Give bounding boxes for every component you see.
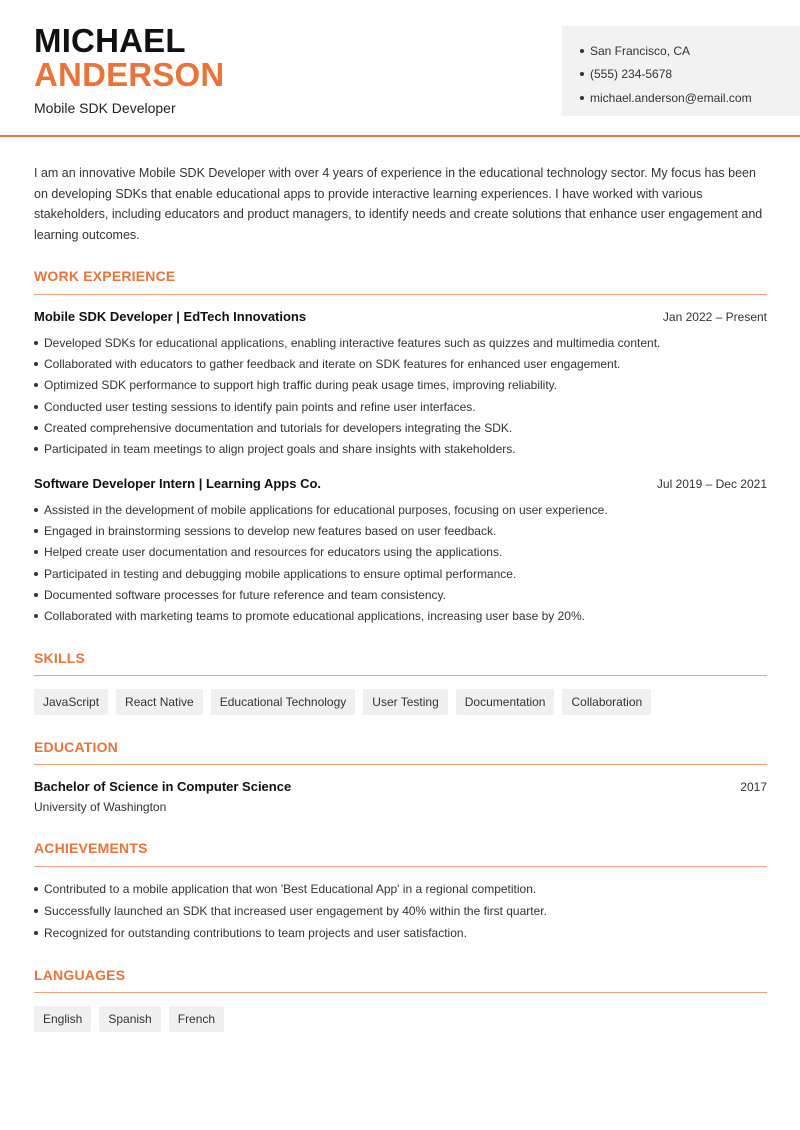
list-item	[34, 605, 767, 626]
bullet-icon	[580, 49, 584, 53]
job-entry-header	[34, 309, 767, 324]
language-chip: Spanish	[99, 1006, 160, 1032]
list-item	[34, 542, 767, 563]
job-bullets	[34, 499, 767, 627]
skill-chip: JavaScript	[34, 689, 108, 715]
list-item	[34, 396, 767, 417]
contact-location	[580, 39, 800, 63]
last-name: ANDERSON	[34, 56, 225, 93]
list-item	[34, 438, 767, 459]
bullet-text: Engaged in brainstorming sessions to develop new features based on user feedback.	[44, 523, 497, 538]
bullet-icon	[34, 508, 38, 512]
bullet-icon	[34, 931, 38, 935]
bullet-icon	[34, 405, 38, 409]
skill-chip: Collaboration	[562, 689, 651, 715]
skills-list	[34, 689, 651, 715]
section-divider	[34, 675, 767, 676]
bullet-text: Contributed to a mobile application that won 'Best Educational App' in a regional competition.	[44, 881, 537, 896]
languages-list	[34, 1006, 224, 1032]
bullet-icon	[34, 447, 38, 451]
graduation-year: 2017	[740, 780, 767, 794]
job-dates: Jul 2019 – Dec 2021	[656, 477, 767, 491]
bullet-icon	[34, 593, 38, 597]
school-name: University of Washington	[34, 800, 167, 814]
bullet-icon	[34, 529, 38, 533]
contact-email-text[interactable]: michael.anderson@email.com	[590, 90, 752, 105]
bullet-icon	[34, 341, 38, 345]
bullet-icon	[34, 550, 38, 554]
section-divider	[34, 992, 767, 993]
job-dates: Jan 2022 – Present	[662, 310, 767, 324]
job-entry-header	[34, 476, 767, 491]
bullet-icon	[34, 909, 38, 913]
bullet-text: Collaborated with marketing teams to promote educational applications, increasing user base by 20%.	[44, 609, 585, 624]
bullet-text: Developed SDKs for educational applications, enabling interactive features such as quizzes and multimedia content.	[44, 335, 661, 350]
bullet-text: Conducted user testing sessions to identify pain points and refine user interfaces.	[44, 399, 476, 414]
achievements-list	[34, 878, 767, 944]
contact-phone-text: (555) 234-5678	[590, 67, 673, 82]
bullet-icon	[580, 72, 584, 76]
contact-email[interactable]	[580, 86, 800, 110]
language-chip: French	[169, 1006, 224, 1032]
list-item	[34, 332, 767, 353]
list-item	[34, 922, 767, 945]
contact-location-text: San Francisco, CA	[590, 43, 691, 58]
job-title: Mobile SDK Developer	[34, 100, 176, 116]
bullet-text: Created comprehensive documentation and tutorials for developers integrating the SDK.	[44, 420, 513, 435]
list-item	[34, 353, 767, 374]
skill-chip: Educational Technology	[211, 689, 356, 715]
skill-chip: Documentation	[456, 689, 555, 715]
bullet-icon	[580, 96, 584, 100]
education-entry-header	[34, 779, 767, 794]
list-item	[34, 563, 767, 584]
skill-chip: React Native	[116, 689, 203, 715]
list-item	[34, 584, 767, 605]
bullet-icon	[34, 614, 38, 618]
contact-phone	[580, 63, 800, 87]
professional-summary: I am an innovative Mobile SDK Developer with over 4 years of experience in the educational technology sector. My focus has been on developing SDKs that enable educational apps to provide interactive learning experiences. I have worked with various stakeholders, including educators and product managers, to identify needs and create solutions that enhance user engagement and learning outcomes.	[34, 166, 763, 242]
bullet-icon	[34, 362, 38, 366]
bullet-text: Optimized SDK performance to support high traffic during peak usage times, improving reliability.	[44, 378, 558, 393]
section-title-education: EDUCATION	[34, 739, 118, 755]
resume-header	[0, 0, 800, 137]
section-title-achievements: ACHIEVEMENTS	[34, 840, 148, 856]
job-bullets	[34, 332, 767, 460]
bullet-text: Assisted in the development of mobile applications for educational purposes, focusing on user experience.	[44, 502, 608, 517]
bullet-text: Successfully launched an SDK that increased user engagement by 40% within the first quarter.	[44, 903, 547, 918]
bullet-text: Participated in team meetings to align project goals and share insights with stakeholders.	[44, 442, 516, 457]
bullet-icon	[34, 572, 38, 576]
contact-box	[562, 26, 800, 116]
list-item	[34, 499, 767, 520]
bullet-text: Documented software processes for future reference and team consistency.	[44, 587, 446, 602]
bullet-text: Recognized for outstanding contributions to team projects and user satisfaction.	[44, 926, 467, 941]
job-role: Software Developer Intern | Learning Apps Co.	[34, 476, 322, 491]
bullet-icon	[34, 887, 38, 891]
section-divider	[34, 866, 767, 867]
job-role: Mobile SDK Developer | EdTech Innovations	[34, 309, 307, 324]
list-item	[34, 878, 767, 899]
language-chip: English	[34, 1006, 91, 1032]
bullet-icon	[34, 383, 38, 387]
list-item	[34, 899, 767, 922]
bullet-icon	[34, 426, 38, 430]
bullet-text: Collaborated with educators to gather feedback and iterate on SDK features for enhanced user engagement.	[44, 356, 621, 371]
list-item	[34, 417, 767, 438]
section-title-skills: SKILLS	[34, 650, 85, 666]
degree: Bachelor of Science in Computer Science	[34, 779, 292, 794]
list-item	[34, 375, 767, 396]
section-title-work: WORK EXPERIENCE	[34, 268, 176, 284]
bullet-text: Participated in testing and debugging mobile applications to ensure optimal performance.	[44, 566, 517, 581]
section-title-languages: LANGUAGES	[34, 967, 126, 983]
list-item	[34, 520, 767, 541]
bullet-text: Helped create user documentation and resources for educators using the applications.	[44, 545, 503, 560]
skill-chip: User Testing	[363, 689, 447, 715]
section-divider	[34, 764, 767, 765]
section-divider	[34, 294, 767, 295]
first-name: MICHAEL	[34, 22, 186, 59]
